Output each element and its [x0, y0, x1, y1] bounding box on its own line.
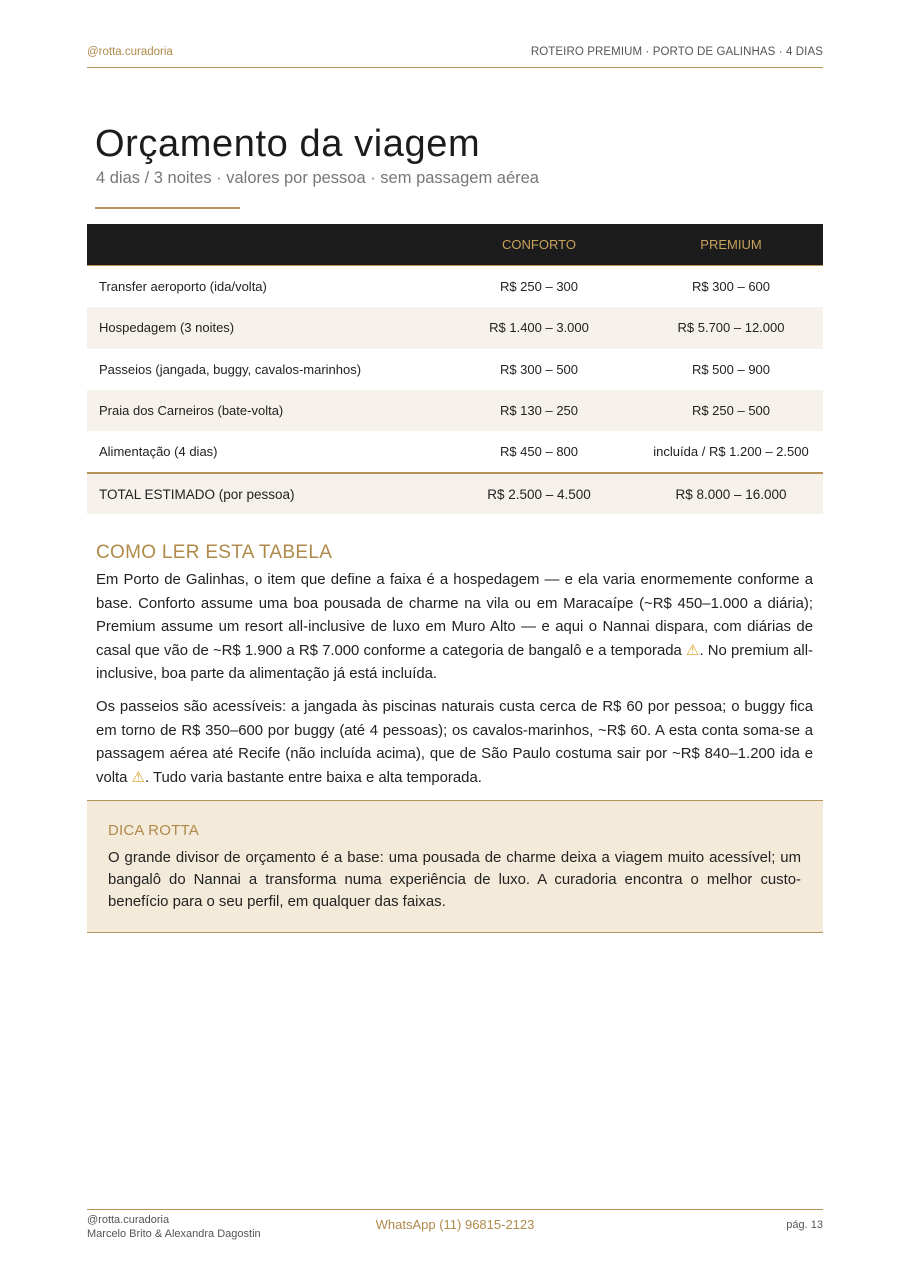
premium-value: R$ 300 – 600: [691, 279, 771, 295]
row-label: Transfer aeroporto (ida/volta): [99, 279, 267, 295]
table-row: [87, 431, 823, 473]
paragraph-text: . Tudo varia bastante entre baixa e alta temporada.: [144, 769, 482, 786]
explanation-paragraph: [96, 696, 813, 790]
budget-table: [87, 224, 823, 514]
premium-value: R$ 500 – 900: [691, 361, 771, 377]
tip-box: [87, 800, 823, 933]
column-header-premium: PREMIUM: [639, 224, 823, 266]
table-row: [87, 266, 823, 308]
premium-value: incluída / R$ 1.200 – 2.500: [653, 444, 809, 460]
total-premium: R$ 8.000 – 16.000: [639, 473, 823, 514]
paragraph-text: . No premium all-inclusive, boa parte da alimentação já está incluída.: [96, 642, 813, 682]
total-row: [87, 473, 823, 514]
row-label: Passeios (jangada, buggy, cavalos-marinhos): [99, 361, 362, 377]
page-subtitle: 4 dias / 3 noites · valores por pessoa · sem passagem aérea: [96, 169, 539, 187]
warning-icon: ⚠: [131, 769, 145, 786]
page-header: [87, 46, 823, 68]
page-number: pág. 13: [786, 1219, 823, 1231]
title-divider: [95, 207, 240, 209]
explanation-paragraph: [96, 569, 813, 687]
warning-icon: ⚠: [686, 642, 700, 659]
row-label: Praia dos Carneiros (bate-volta): [87, 390, 439, 431]
table-row: [87, 349, 823, 390]
table-header-row: [87, 224, 823, 266]
page-footer: [87, 1209, 823, 1250]
conforto-value: R$ 1.400 – 3.000: [439, 307, 639, 348]
tip-title: DICA ROTTA: [108, 822, 199, 839]
table-row: [87, 390, 823, 431]
brand-handle: @rotta.curadoria: [87, 46, 173, 58]
document-title: ROTEIRO PREMIUM · PORTO DE GALINHAS · 4 DIAS: [530, 46, 823, 58]
row-label: Hospedagem (3 noites): [87, 307, 439, 348]
paragraph-text: Em Porto de Galinhas, o item que define a faixa é a hospedagem — e ela varia enormemente conforme a base. Conforto assume uma boa pousada de charme na vila ou em Maracaípe (~R$ 450–1.000 a diária); Premium assume um resort all-inclusive de luxo em Muro Alto — e aqui o Nannai dispara, com diárias de casal que vão de ~R$ 1.900 a R$ 7.000 conforme a categoria de bangalô e a temporada: [96, 572, 813, 659]
footer-handle: @rotta.curadoria: [87, 1214, 170, 1226]
column-header-conforto: CONFORTO: [439, 224, 639, 266]
premium-value: R$ 5.700 – 12.000: [639, 307, 823, 348]
paragraph-text: Os passeios são acessíveis: a jangada às piscinas naturais custa cerca de R$ 60 por pessoa; o buggy fica em torno de R$ 350–600 por buggy (até 4 pessoas); os cavalos-marinhos, ~R$ 60. A esta conta soma-se a passagem aérea até Recife (não incluída acima), que de São Paulo costuma sair por ~R$ 840–1.200 ida e volta: [96, 699, 813, 786]
conforto-value: R$ 250 – 300: [499, 279, 579, 295]
footer-contact: WhatsApp (11) 96815-2123: [375, 1217, 535, 1232]
premium-value: R$ 250 – 500: [639, 390, 823, 431]
column-header-item: [87, 224, 439, 266]
row-label: Alimentação (4 dias): [99, 444, 218, 460]
conforto-value: R$ 130 – 250: [439, 390, 639, 431]
table-row: [87, 307, 823, 348]
conforto-value: R$ 450 – 800: [499, 444, 579, 460]
tip-text: O grande divisor de orçamento é a base: uma pousada de charme deixa a viagem muito acessível; um bangalô do Nannai a transforma numa experiência de luxo. A curadoria encontra o melhor custo-benefício para o seu perfil, em qualquer das faixas.: [108, 850, 801, 910]
page-title: Orçamento da viagem: [95, 123, 481, 165]
section-heading: COMO LER ESTA TABELA: [96, 542, 333, 563]
footer-authors: Marcelo Brito & Alexandra Dagostin: [87, 1228, 261, 1240]
total-conforto: R$ 2.500 – 4.500: [439, 473, 639, 514]
total-label: TOTAL ESTIMADO (por pessoa): [87, 473, 439, 514]
conforto-value: R$ 300 – 500: [499, 361, 579, 377]
